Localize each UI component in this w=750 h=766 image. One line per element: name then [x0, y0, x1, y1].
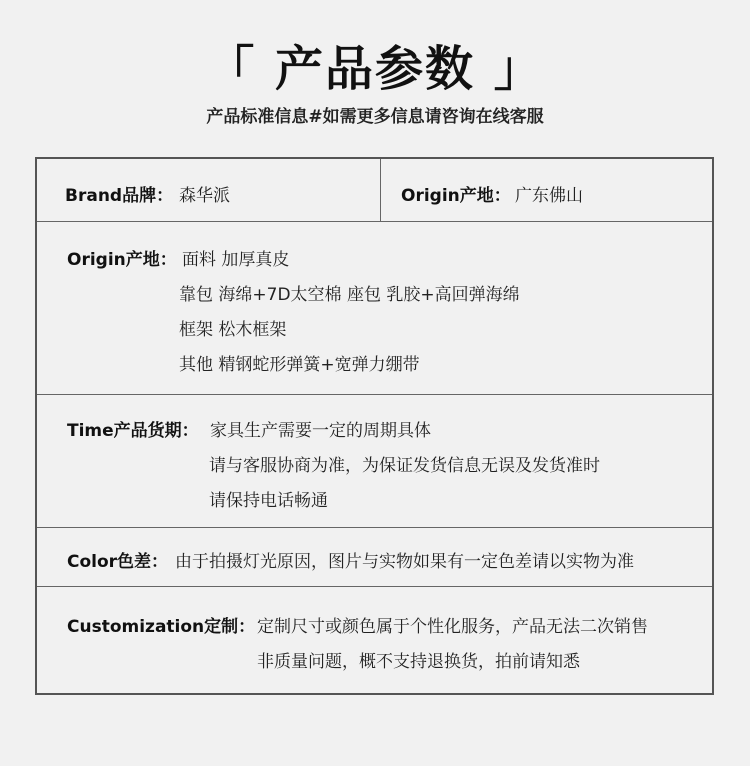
origin-label: Origin产地： — [401, 186, 511, 206]
brand-value: 森华派 — [179, 186, 230, 206]
time-line-2: 请与客服协商为准，为保证发货信息无误及发货准时 — [209, 456, 600, 476]
time-line-3: 请保持电话畅通 — [209, 491, 328, 511]
origin-value: 广东佛山 — [515, 186, 583, 206]
material-line-1: 面料 加厚真皮 — [182, 250, 290, 270]
table-row-brand-origin — [37, 159, 712, 222]
material-line-3: 框架 松木框架 — [179, 320, 287, 340]
product-parameters-table — [35, 157, 714, 695]
table-row-time — [37, 395, 712, 528]
time-line-1: 家具生产需要一定的周期具体 — [210, 421, 431, 441]
color-value: 由于拍摄灯光原因，图片与实物如果有一定色差请以实物为准 — [175, 552, 634, 572]
customization-line-2: 非质量问题，概不支持退换货，拍前请知悉 — [257, 652, 580, 672]
time-label: Time产品货期： — [67, 421, 199, 441]
customization-line-1: 定制尺寸或颜色属于个性化服务，产品无法二次销售 — [257, 617, 648, 637]
table-row-material — [37, 222, 712, 395]
table-row-color — [37, 528, 712, 587]
customization-label: Customization定制： — [67, 617, 256, 637]
brand-label: Brand品牌： — [65, 186, 174, 206]
material-line-4: 其他 精钢蛇形弹簧+宽弹力绷带 — [179, 355, 420, 375]
table-row-customization — [37, 587, 712, 693]
cell-divider — [380, 159, 381, 221]
color-label: Color色差： — [67, 552, 169, 572]
page-subtitle: 产品标准信息#如需更多信息请咨询在线客服 — [206, 107, 544, 127]
material-label: Origin产地： — [67, 250, 177, 270]
material-line-2: 靠包 海绵+7D太空棉 座包 乳胶+高回弹海绵 — [179, 285, 520, 305]
page-title: 「 产品参数 」 — [206, 41, 544, 97]
